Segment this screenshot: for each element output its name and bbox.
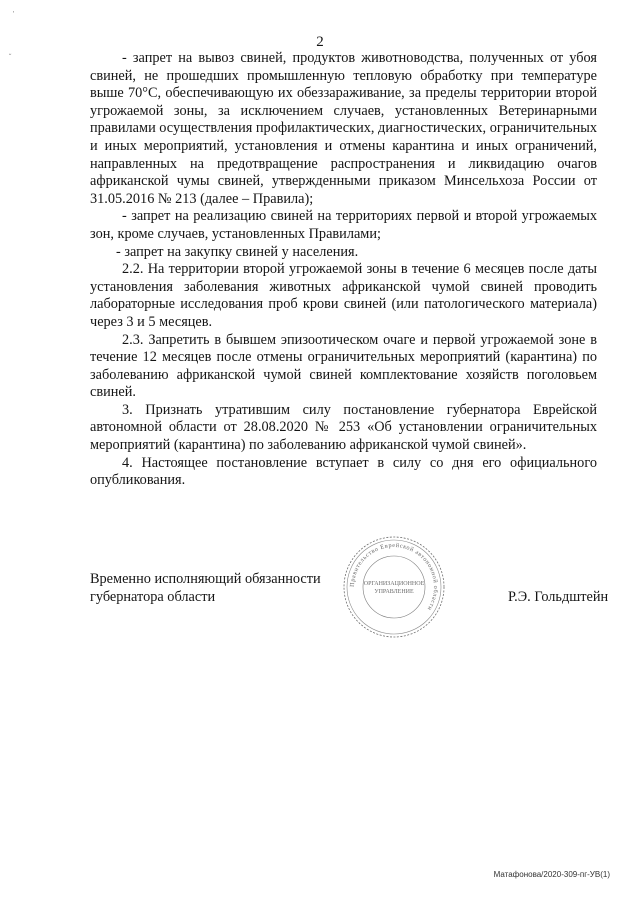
- paragraph-ban-export: - запрет на вывоз свиней, продуктов животноводства, полученных от убоя свиней, не прошедших промышленную тепловую обработку при температуре выше 70°С, обеспечивающую их обеззараживание, за пределы территории второй угрожаемой зоны, за исключением случаев, установленных Ветеринарными правилами осуществления профилактических, диагностических, ограничительных и иных мероприятий, установления и отмены карантина и иных ограничений, направленных на предотвращение распространения и ликвидацию очагов африканской чумы свиней, утвержденными приказом Минсельхоза России от 31.05.2016 № 213 (далее – Правила);: [90, 50, 598, 207]
- scan-mark-top: ˈ: [12, 10, 15, 19]
- paragraph-2-3: 2.3. Запретить в бывшем эпизоотическом очаге и первой угрожаемой зоне в течение 12 месяцев после отмены ограничительных мероприятий (карантина) по заболеванию африканской чумой свиней комплектование хозяйств поголовьем свиней.: [90, 331, 597, 401]
- paragraph-4: 4. Настоящее постановление вступает в силу со дня его официального опубликования.: [90, 454, 597, 489]
- document-body: [90, 50, 597, 490]
- signatory-title-line2: губернатора области: [90, 588, 216, 605]
- paragraph-ban-purchase: - запрет на закупку свиней у населения.: [116, 243, 359, 260]
- paragraph-2-2: 2.2. На территории второй угрожаемой зоны в течение 6 месяцев после даты установления заболевания животных африканской чумой свиней проводить лабораторные исследования проб крови свиней (или патологического материала) через 3 и 5 месяцев.: [90, 261, 597, 330]
- paragraph-ban-sale: - запрет на реализацию свиней на территориях первой и второй угрожаемых зон, кроме случаев, установленных Правилами;: [90, 208, 597, 242]
- signatory-name: Р.Э. Гольдштейн: [508, 589, 609, 605]
- scan-mark-left: ᵕ: [9, 50, 12, 59]
- official-seal: [342, 535, 446, 639]
- signatory-title: [90, 571, 350, 606]
- page-number: 2: [316, 34, 324, 50]
- footer-reference: Матафонова/2020-309-пг-УВ(1): [493, 870, 610, 879]
- paragraph-3: 3. Признать утратившим силу постановление губернатора Еврейской автономной области от 28.08.2020 № 253 «Об установлении ограничительных мероприятий (карантина) по заболеванию африканской чумой свиней».: [90, 401, 597, 454]
- seal-center-line2: УПРАВЛЕНИЕ: [374, 589, 414, 595]
- seal-center-line1: ОРГАНИЗАЦИОННОЕ: [363, 581, 425, 587]
- signatory-title-line1: Временно исполняющий обязанности: [90, 571, 321, 587]
- seal-ring-text: Правительство Еврейской автономной области: [348, 541, 440, 612]
